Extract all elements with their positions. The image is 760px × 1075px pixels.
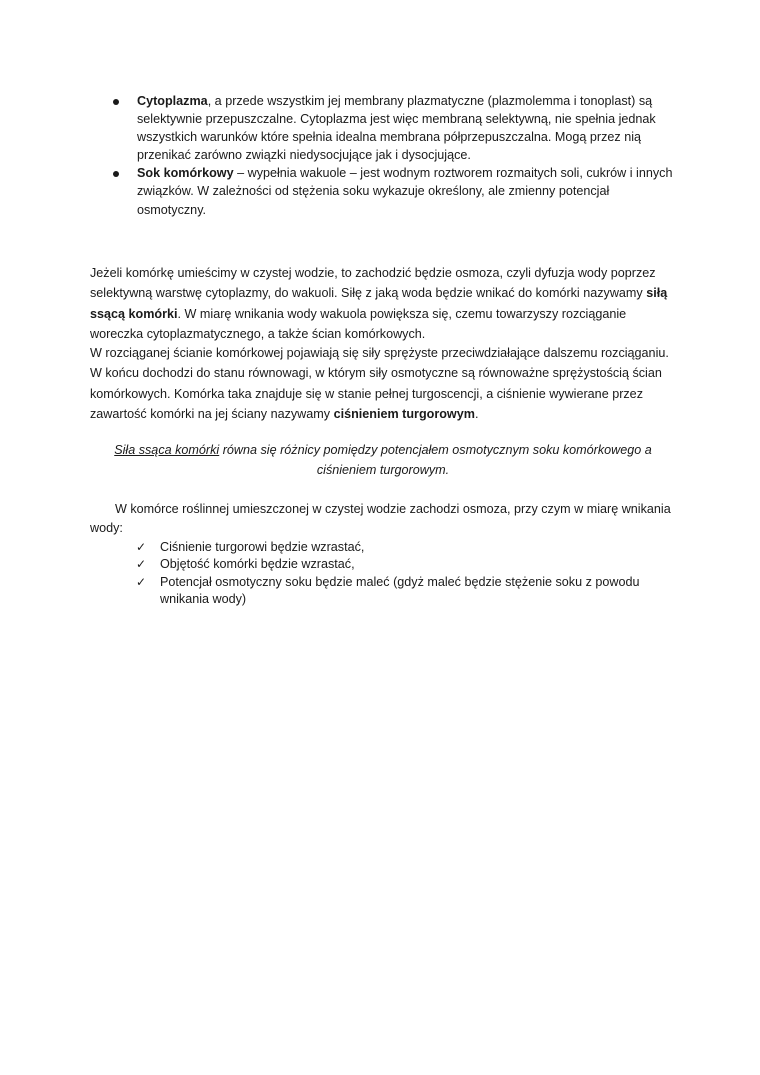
definition-statement [90, 440, 676, 481]
underlined-term: Siła ssąca komórki [114, 443, 220, 457]
bold-term: ciśnieniem turgorowym [333, 407, 475, 422]
checkmark-icon: ✓ [136, 540, 147, 554]
bullet-dot-icon [113, 99, 119, 105]
paragraph-text: W komórce roślinnej umieszczonej w czystej wodzie zachodzi osmoza, przy czym w miarę wnikania wody: [90, 502, 671, 535]
bullet-term: Cytoplazma [137, 94, 208, 108]
paragraph-osmosis [90, 263, 676, 345]
definition-text: równa się różnicy pomiędzy potencjałem osmotycznym soku komórkowego a ciśnieniem turgorowym. [219, 443, 652, 478]
checklist [0, 539, 760, 608]
bullet-item-cytoplasm [0, 92, 677, 164]
checklist-item [0, 556, 660, 573]
bullet-text: – wypełnia wakuole – jest wodnym roztworem rozmaitych soli, cukrów i innych związków. W zależności od stężenia soku wykazuje określony, ale zmienny potencjał osmotyczny. [137, 166, 673, 217]
paragraph-text: . W miarę wnikania wody wakuola powiększa się, czemu towarzyszy rozciąganie woreczka cytoplazmatycznego, a także ścian komórkowych. [90, 306, 627, 342]
checklist-text: Potencjał osmotyczny soku będzie maleć (gdyż maleć będzie stężenie soku z powodu wnikania wody) [160, 574, 640, 606]
bold-term: siłą ssącą komórki [90, 286, 668, 321]
checklist-item [0, 574, 660, 609]
bullet-dot-icon [113, 171, 119, 177]
checkmark-icon: ✓ [136, 574, 147, 589]
bullet-term: Sok komórkowy [137, 166, 234, 181]
checklist-item [0, 539, 660, 556]
checklist-text: Ciśnienie turgorowi będzie wzrastać, [160, 540, 365, 554]
paragraph-turgor [90, 343, 676, 425]
paragraph-text: Jeżeli komórkę umieścimy w czystej wodzie, to zachodzić będzie osmoza, czyli dyfuzja wody poprzez selektywną warstwę cytoplazmy, do wakuoli. Siłę z jaką woda będzie wnikać do komórki nazywamy [90, 266, 656, 301]
bullet-item-cell-sap [0, 164, 677, 218]
paragraph-text: W rozciąganej ścianie komórkowej pojawiają się siły sprężyste przeciwdziałające dalszemu rozciąganiu. W końcu dochodzi do stanu równowagi, w którym siły osmotyczne są równoważne sprężystością ścian komórkowych. Komórka taka znajduje się w stanie pełnej turgoscencji, a ciśnienie wywierane przez zawartość komórki na jej ściany nazywamy [90, 346, 669, 422]
checklist-text: Objętość komórki będzie wzrastać, [160, 557, 355, 572]
bullet-text: , a przede wszystkim jej membrany plazmatyczne (plazmolemma i tonoplast) są selektywnie przepuszczalne. Cytoplazma jest więc membraną selektywną, nie spełnia jednak wszystkich warunków które spełnia idealna membrana półprzepuszczalna. Mogą przez nią przenikać zarówno związki niedysocjujące jak i dysocjujące. [137, 94, 656, 163]
checkmark-icon: ✓ [136, 557, 147, 572]
definition-bullet-list [0, 92, 760, 219]
paragraph-text: . [474, 407, 479, 422]
paragraph-summary [90, 500, 676, 538]
